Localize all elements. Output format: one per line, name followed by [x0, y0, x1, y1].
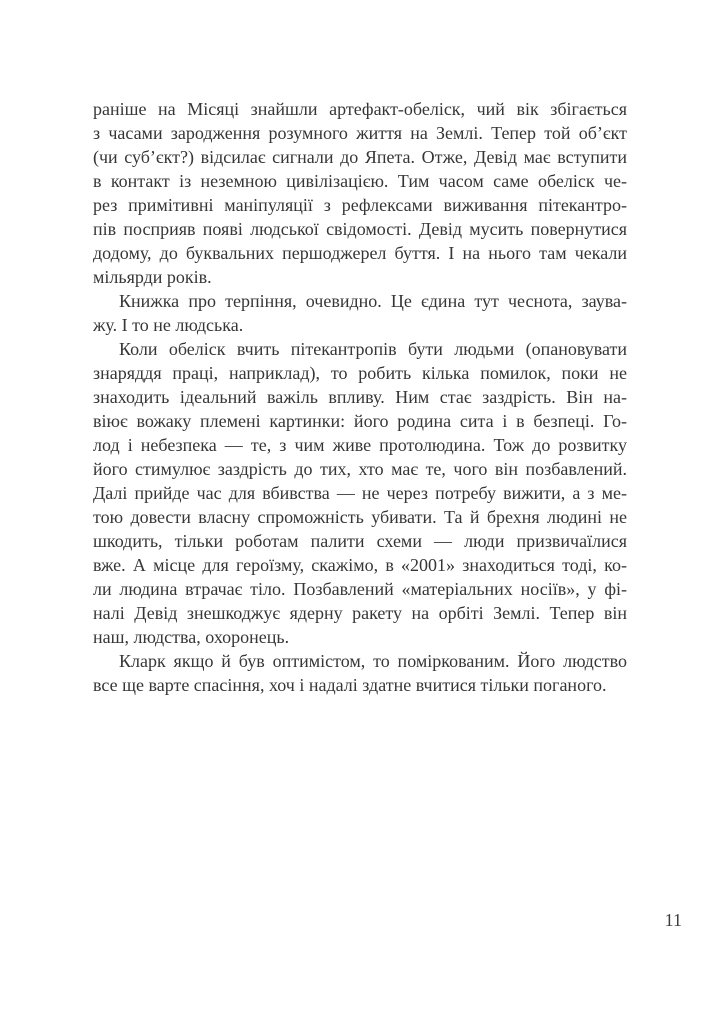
text-line: Коли обеліск вчить пітекантропів бути людьми (опановувати	[119, 339, 627, 359]
text-line: мільярди років.	[93, 267, 212, 287]
text-line: все ще варте спасіння, хоч і надалі здатне вчитися тільки поганого.	[93, 675, 607, 695]
text-line: лод і небезпека — те, з чим живе протолюдина. Тож до розвитку	[93, 435, 627, 455]
paragraph-4	[93, 649, 627, 697]
text-line: вже. А місце для героїзму, скажімо, в «2001» знаходиться тоді, ко-	[93, 555, 627, 575]
text-line: знаряддя праці, наприклад), то робить кілька помилок, поки не	[93, 363, 627, 383]
text-line: віює вожаку племені картинки: його родина сита і в безпеці. Го-	[93, 411, 627, 431]
text-line: наш, людства, охоронець.	[93, 627, 290, 647]
text-line: Далі прийде час для вбивства — не через потребу вижити, а з ме-	[93, 483, 627, 503]
page-number: 11	[664, 910, 682, 930]
text-line: тою довести власну спроможність убивати. Та й брехня людині не	[93, 507, 627, 527]
text-line: налі Девід знешкоджує ядерну ракету на орбіті Землі. Тепер він	[93, 603, 627, 623]
text-line: (чи суб’єкт?) відсилає сигнали до Япета. Отже, Девід має вступити	[93, 147, 627, 167]
text-line: жу. І то не людська.	[93, 315, 244, 335]
paragraph-continuation	[93, 97, 627, 289]
text-line: знаходить ідеальний важіль впливу. Ним стає заздрість. Він на-	[93, 387, 627, 407]
text-line: додому, до буквальних першоджерел буття. І на нього там чекали	[93, 243, 627, 263]
text-block	[93, 97, 627, 697]
text-line: шкодить, тільки роботам палити схеми — люди призвичаїлися	[93, 531, 627, 551]
paragraph-3	[93, 337, 627, 649]
text-line: раніше на Місяці знайшли артефакт-обеліск, чий вік збігається	[93, 99, 627, 119]
text-line: Книжка про терпіння, очевидно. Це єдина тут чеснота, заува-	[119, 291, 627, 311]
text-line: з часами зародження розумного життя на Землі. Тепер той об’єкт	[93, 123, 627, 143]
paragraph-2	[93, 289, 627, 337]
text-line: пів посприяв появі людської свідомості. Девід мусить повернутися	[93, 219, 627, 239]
text-line: ли людина втрачає тіло. Позбавлений «матеріальних носіїв», у фі-	[93, 579, 627, 599]
text-line: в контакт із неземною цивілізацією. Тим часом саме обеліск че-	[93, 171, 627, 191]
text-line: рез примітивні маніпуляції з рефлексами виживання пітекантро-	[93, 195, 627, 215]
text-line: Кларк якщо й був оптимістом, то поміркованим. Його людство	[119, 651, 627, 671]
text-line: його стимулює заздрість до тих, хто має те, чого він позбавлений.	[93, 459, 627, 479]
